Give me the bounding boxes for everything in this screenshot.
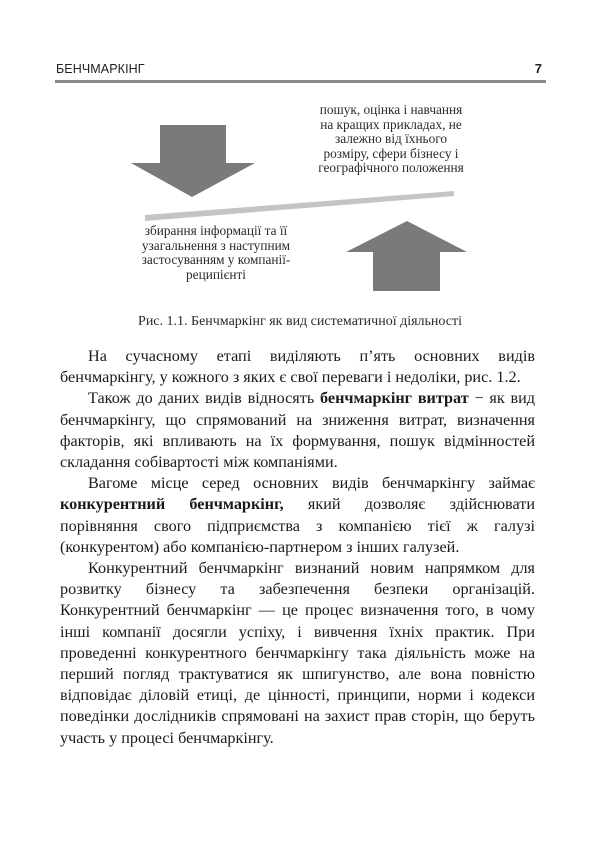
paragraph-3 [60, 473, 535, 558]
paragraph-2-lead: Також до даних видів відносять [88, 389, 320, 408]
paragraph-1 [60, 346, 535, 388]
diagram-label-top: пошук, оцінка і навчання на кращих прикладах, не залежно від їхнього розміру, сфери бізнесу і географічного положення [318, 102, 464, 176]
page-number: 7 [534, 61, 542, 76]
up-arrow-icon [346, 221, 467, 291]
down-arrow-icon [131, 125, 255, 197]
paragraph-3-rest: який дозволяє здійснювати порівняння свого підприємства з компанією тієї ж галузі (конкурентом) або компанією-партнером з інших галузей. [60, 495, 535, 556]
term-competitive-benchmarking: конкурентний бенчмаркінг, [60, 495, 284, 514]
figure-benchmarking-diagram [0, 0, 600, 340]
body-text [60, 346, 535, 749]
paragraph-4 [60, 558, 535, 749]
paragraph-4-text: Конкурентний бенчмаркінг визнаний новим напрямком для розвитку бізнесу та забезпечення безпеки організацій. Конкурентний бенчмаркінг — це процес визначення того, в чому інші компанії досягли успіху, і вивчення їхніх практик. При проведенні конкурентного бенчмаркінгу така діяльність може на перший погляд трактуватися як шпигунство, але вона повністю відповідає діловій етиці, де цінності, принципи, норми і кодекси поведінки дослідників спрямовані на захист прав сторін, що беруть участь у процесі бенчмаркінгу. [60, 559, 535, 747]
figure-caption: Рис. 1.1. Бенчмаркінг як вид систематичної діяльності [138, 314, 462, 329]
diagram-label-bottom: збирання інформації та її узагальнення з наступним застосуванням у компанії-реципієнті [141, 223, 291, 282]
running-header-title: БЕНЧМАРКІНГ [56, 62, 145, 76]
paragraph-3-lead: Вагоме місце серед основних видів бенчмаркінгу займає [88, 474, 535, 493]
paragraph-1-text: На сучасному етапі виділяють п’ять основних видів бенчмаркінгу, у кожного з яких є свої переваги і недоліки, рис. 1.2. [60, 347, 535, 387]
paragraph-2-rest: − як вид бенчмаркінгу, що спрямований на зниження витрат, визначення факторів, які впливають на їх формування, пошук відмінностей складання собівартості між компаніями. [60, 389, 536, 472]
paragraph-2 [60, 388, 535, 473]
term-cost-benchmarking: бенчмаркінг витрат [320, 389, 469, 408]
diagram-graphics [0, 0, 600, 340]
